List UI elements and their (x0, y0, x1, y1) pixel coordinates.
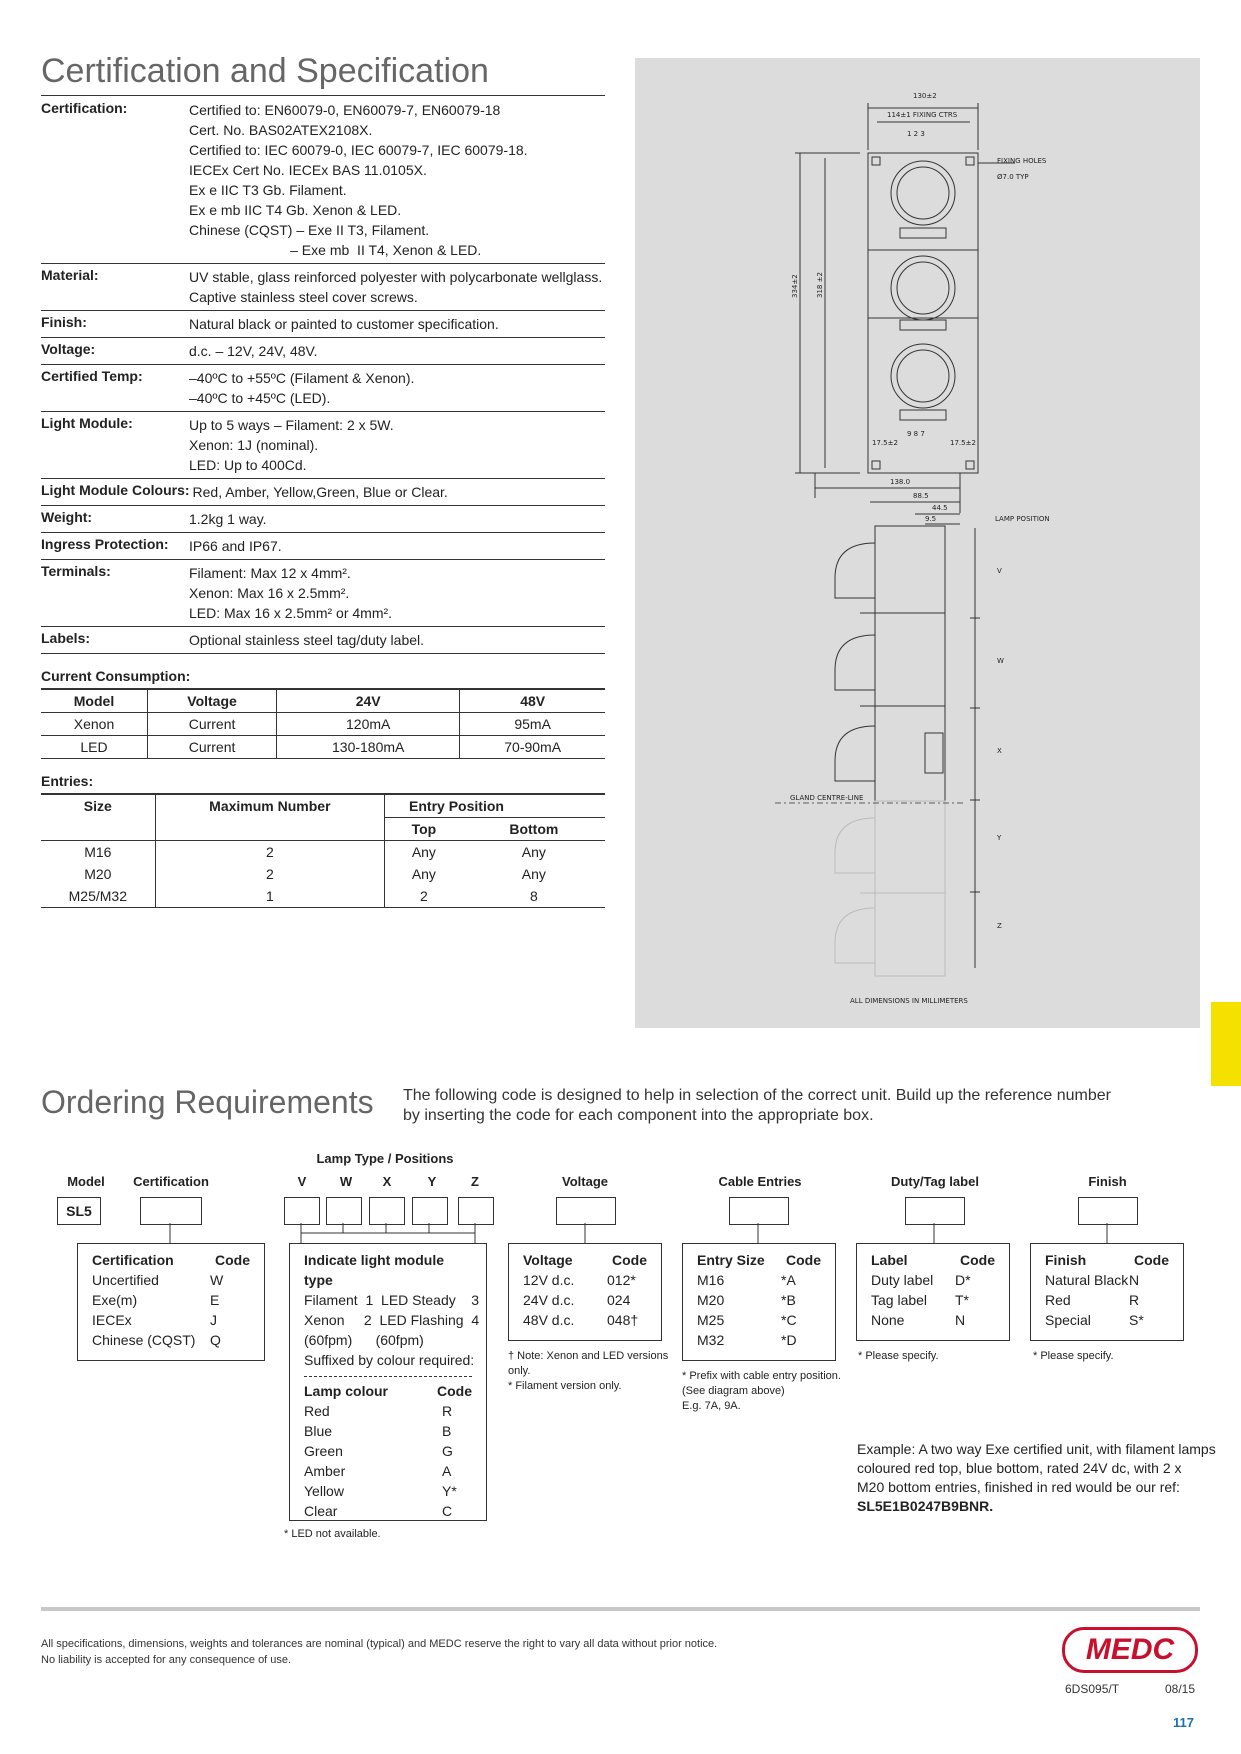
colour-label: Blue (304, 1423, 333, 1439)
panel-row (871, 1310, 995, 1330)
entries-heading: Entries: (41, 773, 94, 789)
option-code: 012* (607, 1272, 636, 1288)
option-code: 048† (607, 1312, 639, 1328)
table-cell: 2 (385, 885, 463, 908)
ordering-intro-line: The following code is designed to help in selection of the correct unit. Build up the reference number (403, 1087, 1111, 1104)
dim-top-numbers: 1 2 3 (907, 130, 925, 138)
spec-value-line: Xenon: Max 16 x 2.5mm². (189, 585, 350, 601)
option-label: M16 (697, 1272, 725, 1288)
colour-label: Clear (304, 1503, 338, 1519)
option-label: M32 (697, 1332, 725, 1348)
panel-header (523, 1250, 647, 1270)
ordering-title: Ordering Requirements (41, 1084, 374, 1120)
table-cell: 130-180mA (277, 736, 460, 759)
lamp-type-heading: Lamp Type / Positions (316, 1151, 454, 1166)
spec-value-line: Cert. No. BAS02ATEX2108X. (189, 122, 373, 138)
table-cell: M20 (84, 866, 112, 882)
example-line: Example: A two way Exe certified unit, with filament lamps (857, 1441, 1216, 1457)
spec-row (41, 560, 605, 627)
lamp-type-line: Suffixed by colour required: (304, 1352, 475, 1368)
title-rule (41, 95, 605, 96)
panel-row (304, 1441, 472, 1461)
panel-row (92, 1290, 250, 1310)
dim-side-left: 17.5±2 (872, 439, 898, 447)
panel-header (92, 1250, 250, 1270)
spec-value-line: –40ºC to +55ºC (Filament & Xenon). (189, 370, 415, 386)
model-heading: Model (67, 1174, 105, 1189)
table-row (41, 713, 605, 736)
finish-code-panel (1030, 1243, 1184, 1341)
table-cell: 95mA (460, 713, 605, 736)
footer-disclaimer (41, 1636, 717, 1668)
table-cell: 8 (463, 885, 605, 908)
panel-header: Indicate light module type (304, 1252, 445, 1288)
entries-table (41, 793, 605, 908)
colour-label: Amber (304, 1463, 346, 1479)
finish-note: * Please specify. (1033, 1350, 1114, 1362)
spec-value (189, 509, 605, 529)
spec-row (41, 627, 605, 654)
panel-row (523, 1270, 647, 1290)
spec-value-line: Captive stainless steel cover screws. (189, 289, 418, 305)
spec-key: Labels: (41, 630, 91, 646)
duty-tag-note: * Please specify. (858, 1350, 939, 1362)
dim-depth-44: 44.5 (932, 504, 948, 512)
spec-value-line: LED: Max 16 x 2.5mm² or 4mm². (189, 605, 393, 621)
colour-code: G (442, 1443, 453, 1459)
panel-row (92, 1310, 250, 1330)
spec-key: Ingress Protection: (41, 536, 169, 552)
dim-fixing-centres: 114±1 FIXING CTRS (887, 111, 958, 119)
panel-header-label: Code (960, 1252, 995, 1268)
panel-header-label: Code (437, 1383, 472, 1399)
panel-row (697, 1310, 821, 1330)
panel-header-label: Label (871, 1252, 908, 1268)
table-cell: M16 (84, 844, 112, 860)
page-title: Certification and Specification (41, 52, 489, 90)
table-cell: 70-90mA (460, 736, 605, 759)
example-line: coloured red top, blue bottom, rated 24V dc, with 2 x (857, 1460, 1182, 1476)
table-header: Top (385, 818, 463, 841)
spec-value-line: –40ºC to +45ºC (LED). (189, 390, 331, 406)
panel-row (1045, 1310, 1169, 1330)
spec-row (41, 533, 605, 560)
panel-row (304, 1481, 472, 1501)
table-header: 48V (460, 689, 605, 713)
position-v-heading: V (297, 1174, 307, 1189)
table-cell: 1 (155, 885, 384, 908)
option-code: 024 (607, 1292, 631, 1308)
spec-value-line: Up to 5 ways – Filament: 2 x 5W. (189, 417, 394, 433)
option-label: 12V d.c. (523, 1272, 575, 1288)
spec-key: Certified Temp: (41, 368, 143, 384)
entry-note-line: * Prefix with cable entry position. (682, 1370, 841, 1382)
spec-value (189, 563, 605, 623)
spec-key: Light Module: (41, 415, 133, 431)
table-cell: Any (385, 841, 463, 864)
spec-value (189, 314, 605, 334)
table-row (41, 736, 605, 759)
panel-row (523, 1310, 647, 1330)
current-consumption-heading: Current Consumption: (41, 668, 191, 684)
spec-value-line: 1.2kg 1 way. (189, 511, 267, 527)
table-cell: Current (148, 736, 277, 759)
spec-value (189, 341, 605, 361)
lamp-code-panel (289, 1243, 487, 1521)
option-code: S* (1129, 1312, 1144, 1328)
spec-row (41, 264, 605, 311)
voltage-heading: Voltage (562, 1174, 608, 1189)
dim-fixing-holes: FIXING HOLES (997, 157, 1047, 165)
entry-note-line: E.g. 7A, 9A. (682, 1400, 741, 1412)
spec-value (189, 630, 605, 650)
spec-key: Weight: (41, 509, 93, 525)
spec-row (41, 506, 605, 533)
panel-header-label: Entry Size (697, 1252, 765, 1268)
spec-row (41, 311, 605, 338)
spec-value-line: Optional stainless steel tag/duty label. (189, 632, 425, 648)
panel-divider (304, 1376, 472, 1377)
option-label: Red (1045, 1292, 1071, 1308)
dim-height-fixing: 318 ±2 (816, 272, 824, 298)
document-date: 08/15 (1165, 1682, 1196, 1696)
spec-value-line: Xenon: 1J (nominal). (189, 437, 319, 453)
panel-header-label: Voltage (523, 1252, 573, 1268)
option-code: *A (781, 1272, 796, 1288)
panel-row (1045, 1290, 1169, 1310)
spec-value-line: Certified to: EN60079-0, EN60079-7, EN60079-18 (189, 102, 501, 118)
spec-value-line: d.c. – 12V, 24V, 48V. (189, 343, 318, 359)
spec-value (189, 100, 605, 260)
dim-bottom-numbers: 9 8 7 (907, 430, 925, 438)
spec-value-line: Chinese (CQST) – Exe II T3, Filament. (189, 222, 430, 238)
footer-rule (41, 1607, 1200, 1611)
panel-row (92, 1270, 250, 1290)
example-line: M20 bottom entries, finished in red would be our ref: (857, 1479, 1180, 1495)
current-consumption-table (41, 688, 605, 759)
colour-code: B (442, 1423, 452, 1439)
option-label: Duty label (871, 1272, 934, 1288)
dim-depth-88: 88.5 (913, 492, 929, 500)
position-w: W (997, 657, 1004, 665)
spec-row (41, 338, 605, 365)
spec-key: Material: (41, 267, 99, 283)
cable-entries-notes (682, 1369, 841, 1414)
lamp-position-label: LAMP POSITION (995, 515, 1050, 523)
spec-row (41, 365, 605, 412)
spec-value-line: IECEx Cert No. IECEx BAS 11.0105X. (189, 162, 427, 178)
position-v: V (997, 567, 1002, 575)
option-label: Chinese (CQST) (92, 1332, 196, 1348)
panel-row (1045, 1270, 1169, 1290)
table-header: 24V (277, 689, 460, 713)
option-code: Q (210, 1332, 221, 1348)
spec-value-line: Natural black or painted to customer specification. (189, 316, 499, 332)
spec-key: Finish: (41, 314, 87, 330)
table-cell: 2 (155, 863, 384, 885)
panel-row (871, 1290, 995, 1310)
spec-value (189, 267, 605, 307)
colour-label: Red (304, 1403, 330, 1419)
spec-value (193, 482, 605, 502)
spec-value-line: Ex e mb IIC T4 Gb. Xenon & LED. (189, 202, 402, 218)
table-cell: M25/M32 (41, 885, 155, 908)
panel-row (92, 1330, 250, 1350)
duty-tag-heading: Duty/Tag label (891, 1174, 979, 1189)
section-tab-marker (1211, 1002, 1241, 1086)
position-z-heading: Z (471, 1174, 479, 1189)
lamp-type-line: Filament 1 LED Steady 3 (304, 1292, 480, 1308)
option-label: M20 (697, 1292, 725, 1308)
table-header: Bottom (463, 818, 605, 841)
option-code: *B (781, 1292, 796, 1308)
dim-depth-9: 9.5 (925, 515, 937, 523)
panel-header-label: Certification (92, 1252, 174, 1268)
page-number: 117 (1173, 1715, 1194, 1730)
option-code: W (210, 1272, 224, 1288)
table-header: Model (41, 689, 148, 713)
option-code: J (210, 1312, 217, 1328)
cable-entries-heading: Cable Entries (718, 1174, 802, 1189)
table-cell: Xenon (41, 713, 148, 736)
spec-row (41, 97, 605, 264)
spec-key: Light Module Colours: (41, 482, 190, 498)
spec-row (41, 479, 605, 506)
spec-value-line: Red, Amber, Yellow,Green, Blue or Clear. (192, 484, 448, 500)
dim-fixing-dia: Ø7.0 TYP (997, 173, 1029, 181)
voltage-note-line: * Filament version only. (508, 1380, 622, 1392)
panel-header-label: Code (1134, 1252, 1169, 1268)
table-cell: 120mA (277, 713, 460, 736)
spec-value-line: Filament: Max 12 x 4mm². (189, 565, 351, 581)
option-label: Natural Black (1045, 1272, 1129, 1288)
position-y: Y (997, 834, 1002, 842)
table-row (41, 863, 605, 885)
spec-value-line: Certified to: IEC 60079-0, IEC 60079-7, IEC 60079-18. (189, 142, 528, 158)
table-row (41, 841, 605, 864)
table-cell: LED (41, 736, 148, 759)
spec-value-line: UV stable, glass reinforced polyester with polycarbonate wellglass. (189, 269, 603, 285)
option-label: M25 (697, 1312, 725, 1328)
disclaimer-line: All specifications, dimensions, weights and tolerances are nominal (typical) and MEDC reserve the right to vary all data without prior notice. (41, 1638, 718, 1650)
table-cell: 2 (155, 841, 384, 864)
table-header: Entry Position (385, 794, 605, 818)
voltage-note-line: only. (508, 1365, 531, 1377)
spec-key: Certification: (41, 100, 128, 116)
colour-label: Yellow (304, 1483, 344, 1499)
spec-value-line: – Exe mb II T4, Xenon & LED. (189, 242, 482, 258)
option-label: None (871, 1312, 905, 1328)
panel-row (871, 1270, 995, 1290)
dim-depth-138: 138.0 (890, 478, 911, 486)
table-header: Maximum Number (155, 794, 384, 841)
colour-code: R (442, 1403, 453, 1419)
spec-key: Voltage: (41, 341, 96, 357)
cable-entries-code-panel (682, 1243, 836, 1361)
spec-value-line: LED: Up to 400Cd. (189, 457, 307, 473)
medc-logo (1062, 1627, 1198, 1673)
dim-width-total: 130±2 (913, 92, 937, 100)
dim-side-right: 17.5±2 (950, 439, 976, 447)
panel-header (871, 1250, 995, 1270)
panel-row (304, 1501, 472, 1521)
all-dimensions-note: ALL DIMENSIONS IN MILLIMETERS (850, 997, 968, 1005)
ordering-intro (403, 1086, 1111, 1126)
lamp-type-line: (60fpm) (60fpm) (304, 1332, 424, 1348)
panel-row (697, 1270, 821, 1290)
spec-value-line: IP66 and IP67. (189, 538, 282, 554)
model-code-box: SL5 (57, 1197, 101, 1225)
position-z: Z (997, 922, 1002, 930)
panel-row (304, 1421, 472, 1441)
panel-row (304, 1401, 472, 1421)
dimension-drawing (635, 58, 1200, 1028)
colour-code: C (442, 1503, 453, 1519)
duty-tag-code-panel (856, 1243, 1010, 1341)
panel-header (697, 1250, 821, 1270)
certification-code-panel (77, 1243, 265, 1361)
table-cell: Any (521, 844, 546, 860)
position-x: X (997, 747, 1002, 755)
spec-value (189, 368, 605, 408)
lamp-type-line: Xenon 2 LED Flashing 4 (304, 1312, 480, 1328)
panel-header-label: Finish (1045, 1252, 1087, 1268)
panel-header-label: Code (612, 1252, 647, 1268)
option-label: Exe(m) (92, 1292, 138, 1308)
ordering-example (857, 1440, 1216, 1516)
example-reference: SL5E1B0247B9BNR. (857, 1498, 994, 1514)
certification-heading: Certification (133, 1174, 209, 1189)
position-y-heading: Y (427, 1174, 437, 1189)
spec-key: Terminals: (41, 563, 111, 579)
panel-row (523, 1290, 647, 1310)
panel-header (304, 1381, 472, 1401)
spec-row (41, 412, 605, 479)
panel-row (304, 1461, 472, 1481)
entry-note-line: (See diagram above) (682, 1385, 785, 1397)
document-code: 6DS095/T (1065, 1682, 1120, 1696)
panel-row (697, 1330, 821, 1350)
option-code: R (1129, 1292, 1140, 1308)
spec-list (41, 97, 605, 908)
option-code: T* (955, 1292, 969, 1308)
colour-code: A (442, 1463, 452, 1479)
colour-code: Y* (442, 1483, 457, 1499)
table-row (41, 885, 605, 908)
table-cell: Current (148, 713, 277, 736)
ordering-intro-line: by inserting the code for each component into the appropriate box. (403, 1107, 874, 1124)
panel-row (697, 1290, 821, 1310)
option-code: N (1129, 1272, 1140, 1288)
option-label: IECEx (92, 1312, 132, 1328)
lamp-note: * LED not available. (284, 1528, 381, 1540)
spec-value (189, 536, 605, 556)
option-label: Special (1045, 1312, 1091, 1328)
panel-header-label: Code (786, 1252, 821, 1268)
option-code: N (955, 1312, 966, 1328)
panel-header-label: Lamp colour (304, 1383, 389, 1399)
position-w-heading: W (339, 1174, 353, 1189)
option-label: 24V d.c. (523, 1292, 575, 1308)
voltage-notes (508, 1349, 668, 1394)
option-label: Uncertified (92, 1272, 159, 1288)
dim-height-total: 334±2 (791, 274, 799, 298)
table-header: Voltage (148, 689, 277, 713)
dimension-drawing-panel (635, 58, 1200, 1028)
voltage-code-panel (508, 1243, 662, 1341)
voltage-note-line: † Note: Xenon and LED versions (508, 1350, 669, 1362)
position-x-heading: X (382, 1174, 392, 1189)
option-code: D* (955, 1272, 971, 1288)
option-code: *D (781, 1332, 797, 1348)
spec-value-line: Ex e IIC T3 Gb. Filament. (189, 182, 347, 198)
table-header: Size (41, 794, 155, 841)
option-code: E (210, 1292, 220, 1308)
table-cell: Any (521, 866, 546, 882)
panel-header-label: Code (215, 1252, 250, 1268)
gland-centre-line-label: GLAND CENTRE-LINE (790, 794, 864, 802)
panel-header (1045, 1250, 1169, 1270)
option-label: Tag label (871, 1292, 928, 1308)
disclaimer-line: No liability is accepted for any consequence of use. (41, 1654, 292, 1666)
colour-label: Green (304, 1443, 343, 1459)
finish-heading: Finish (1088, 1174, 1127, 1189)
logo-text: MEDC (1085, 1633, 1175, 1666)
table-cell: Any (385, 863, 463, 885)
option-code: *C (781, 1312, 797, 1328)
spec-value (189, 415, 605, 475)
option-label: 48V d.c. (523, 1312, 575, 1328)
